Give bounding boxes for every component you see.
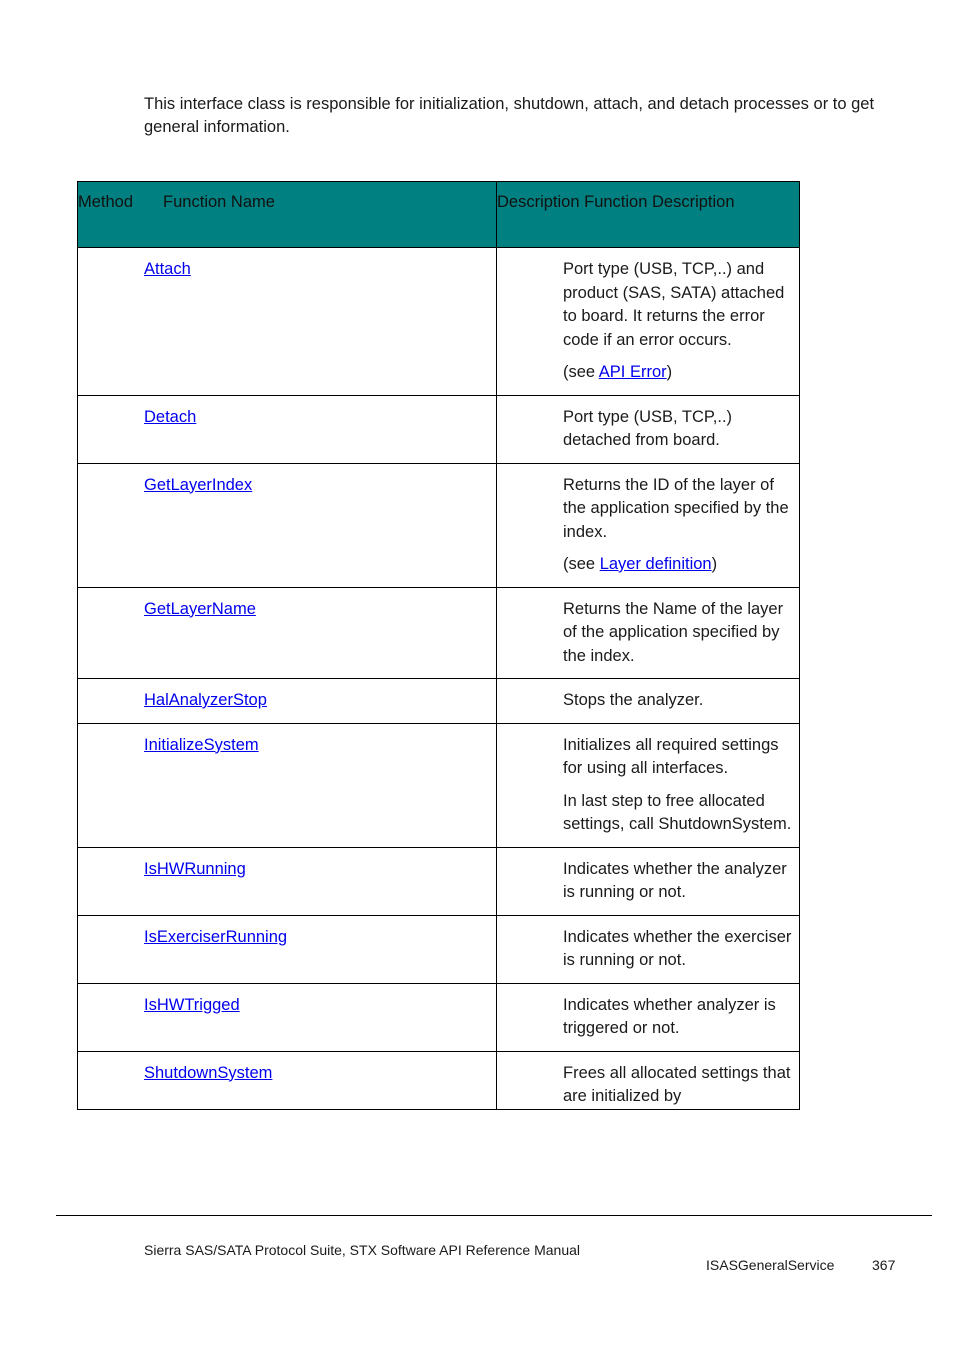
footer-section-name: ISASGeneralService <box>706 1257 835 1273</box>
header-function-name: Function Name <box>163 193 275 211</box>
description-cell <box>497 847 800 915</box>
table-row <box>78 847 800 915</box>
function-link-attach[interactable]: Attach <box>144 260 191 278</box>
function-cell <box>78 248 497 396</box>
description-text: Returns the Name of the layer of the application specified by the index. <box>563 599 784 665</box>
description-cell <box>497 915 800 983</box>
function-cell <box>78 395 497 463</box>
description-text: Initializes all required settings for using all interfaces. <box>563 735 779 777</box>
table-row <box>78 915 800 983</box>
function-cell <box>78 679 497 724</box>
function-link-getlayername[interactable]: GetLayerName <box>144 599 256 618</box>
intro-paragraph: This interface class is responsible for initialization, shutdown, attach, and detach processes or to get general information. <box>144 95 875 136</box>
footer-divider <box>56 1215 932 1216</box>
description-text: Indicates whether the analyzer is running or not. <box>563 859 787 901</box>
description-cell <box>497 248 800 396</box>
function-link-ishwtrigged[interactable]: IsHWTrigged <box>144 995 240 1014</box>
function-cell <box>78 983 497 1051</box>
function-cell <box>78 847 497 915</box>
table-row <box>78 587 800 679</box>
header-description: Description Function Description <box>497 182 800 248</box>
table-row <box>78 395 800 463</box>
table-row <box>78 1051 800 1109</box>
footer-page-number: 367 <box>872 1257 896 1273</box>
header-method-cell <box>78 182 497 248</box>
description-text: Port type (USB, TCP,..) and product (SAS, SATA) attached to board. It returns the error code if an error occurs. <box>563 260 785 349</box>
description-text-2: In last step to free allocated settings, call ShutdownSystem. <box>563 791 792 833</box>
description-text: Stops the analyzer. <box>563 691 704 709</box>
table-row <box>78 679 800 724</box>
description-cell <box>497 395 800 463</box>
method-table <box>77 181 800 1110</box>
api-error-link[interactable]: API Error <box>598 363 667 381</box>
function-link-ishwrunning[interactable]: IsHWRunning <box>144 859 246 878</box>
description-text: Port type (USB, TCP,..) detached from board. <box>563 407 733 449</box>
table-row <box>78 248 800 396</box>
description-cell <box>497 1051 800 1109</box>
description-cell <box>497 723 800 847</box>
function-cell <box>78 587 497 679</box>
function-cell <box>78 915 497 983</box>
function-link-isexerciserrunning[interactable]: IsExerciserRunning <box>144 927 288 946</box>
see-also: (see Layer definition) <box>563 555 718 573</box>
function-link-shutdownsystem[interactable]: ShutdownSystem <box>144 1063 273 1082</box>
description-cell <box>497 463 800 587</box>
description-cell <box>497 587 800 679</box>
footer-manual-title: Sierra SAS/SATA Protocol Suite, STX Software API Reference Manual <box>144 1242 581 1258</box>
function-cell <box>78 723 497 847</box>
table-row <box>78 463 800 587</box>
layer-definition-link[interactable]: Layer definition <box>599 555 712 573</box>
see-also: (see API Error) <box>563 363 673 381</box>
description-text: Returns the ID of the layer of the application specified by the index. <box>563 475 789 541</box>
function-cell <box>78 463 497 587</box>
description-cell <box>497 983 800 1051</box>
description-text: Frees all allocated settings that are initialized by <box>563 1063 791 1105</box>
function-link-initializesystem[interactable]: InitializeSystem <box>144 735 259 754</box>
function-link-detach[interactable]: Detach <box>144 407 197 426</box>
header-method: Method <box>78 193 134 211</box>
description-text: Indicates whether the exerciser is running or not. <box>563 927 792 969</box>
table-row <box>78 983 800 1051</box>
description-text: Indicates whether analyzer is triggered or not. <box>563 995 776 1037</box>
description-cell <box>497 679 800 724</box>
table-row <box>78 723 800 847</box>
function-link-getlayerindex[interactable]: GetLayerIndex <box>144 475 253 494</box>
function-cell <box>78 1051 497 1109</box>
function-link-halanalyzerstop[interactable]: HalAnalyzerStop <box>144 691 267 709</box>
table-header-row <box>78 182 800 248</box>
